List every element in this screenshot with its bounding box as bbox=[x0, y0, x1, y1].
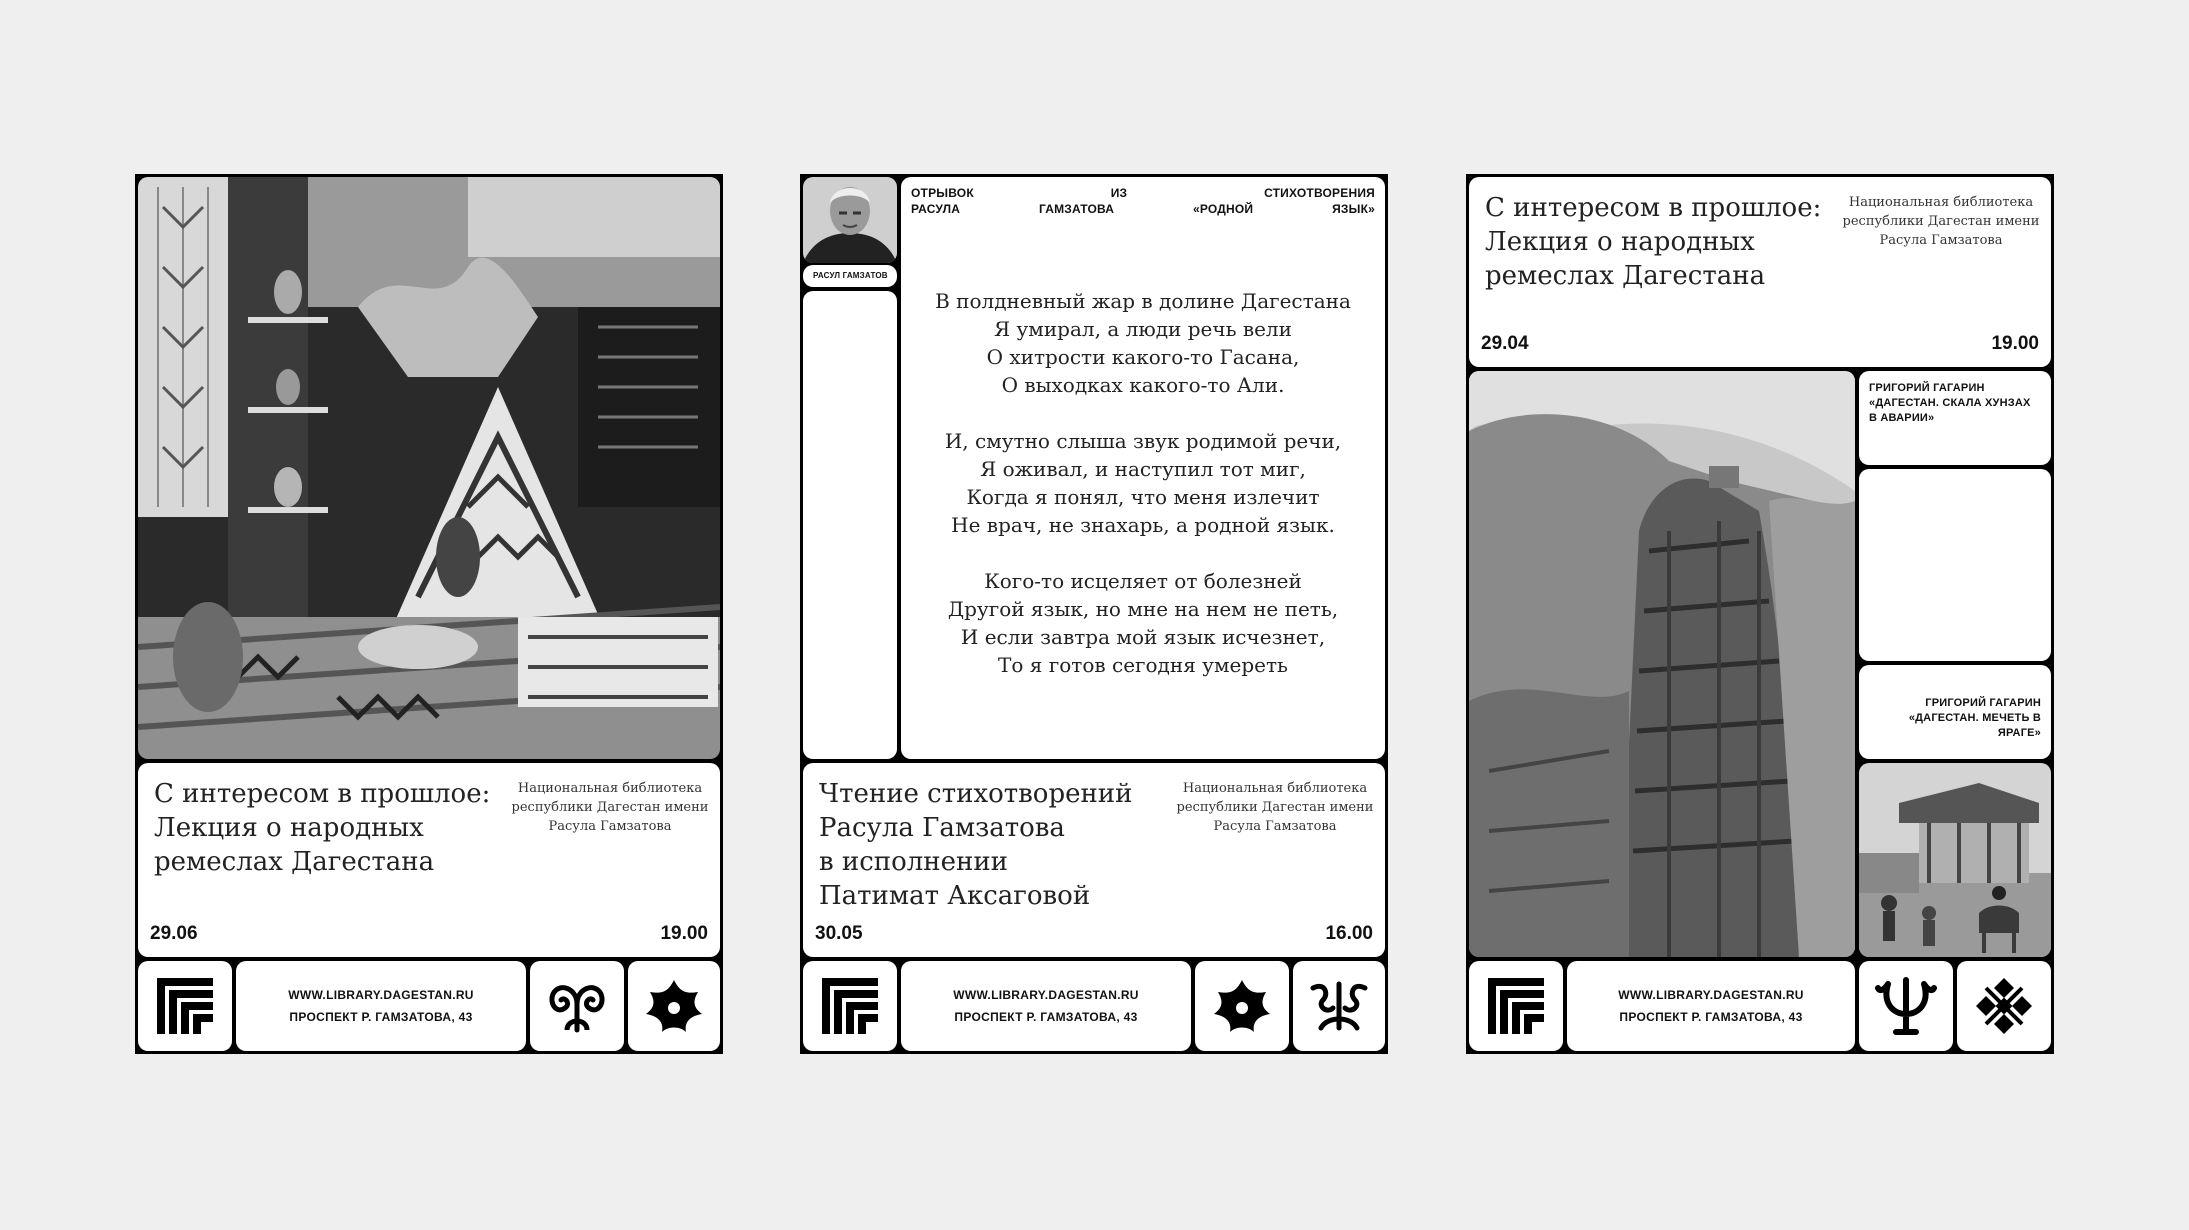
ornament-tile bbox=[530, 961, 624, 1051]
poem-line: О хитрости какого-то Гасана, bbox=[986, 345, 1300, 369]
poem-stanza bbox=[901, 287, 1385, 399]
ornament-tile bbox=[1195, 961, 1289, 1051]
poem-line: О выходках какого-то Али. bbox=[1001, 373, 1285, 397]
poem-line: То я готов сегодня умереть bbox=[998, 653, 1288, 677]
header-word: «РОДНОЙ bbox=[1192, 202, 1254, 216]
caption-line: ГРИГОРИЙ ГАГАРИН bbox=[1925, 697, 2041, 709]
title-line: в исполнении bbox=[819, 847, 1008, 877]
address-text: ПРОСПЕКТ Р. ГАМЗАТОВА, 43 bbox=[954, 1010, 1138, 1024]
ornament-tile bbox=[1293, 961, 1385, 1051]
event-title bbox=[819, 777, 1132, 913]
event-time: 16.00 bbox=[1325, 923, 1373, 944]
title-line: Лекция о народных bbox=[1485, 227, 1755, 257]
library-name bbox=[1841, 193, 2041, 250]
library-logo-tile bbox=[1469, 961, 1563, 1051]
header-word: ОТРЫВОК bbox=[911, 186, 974, 200]
title-line: Расула Гамзатова bbox=[819, 813, 1065, 843]
caption-line: «ДАГЕСТАН. МЕЧЕТЬ В ЯРАГЕ» bbox=[1908, 712, 2041, 739]
poem-line: В полдневный жар в долине Дагестана bbox=[935, 289, 1351, 313]
portrait-rasul-gamzatov bbox=[803, 177, 897, 263]
poem-stanza bbox=[901, 567, 1385, 679]
library-logo-icon bbox=[153, 974, 217, 1038]
library-line: Национальная библиотека bbox=[1182, 781, 1368, 796]
poem-line: И если завтра мой язык исчезнет, bbox=[960, 625, 1326, 649]
ornament-flower-icon bbox=[642, 974, 706, 1038]
library-line: Национальная библиотека bbox=[1848, 195, 2034, 210]
contact-panel bbox=[901, 961, 1191, 1051]
ornament-trident-icon bbox=[1874, 974, 1938, 1038]
ornament-tile bbox=[1957, 961, 2051, 1051]
poster-crafts-lecture-april bbox=[1466, 174, 2054, 1054]
title-line: Лекция о народных bbox=[154, 813, 424, 843]
painting-caption-khunzakh bbox=[1859, 371, 2051, 465]
header-word: ЯЗЫК» bbox=[1332, 202, 1375, 216]
library-logo-icon bbox=[818, 974, 882, 1038]
event-time: 19.00 bbox=[1991, 333, 2039, 354]
poem-panel bbox=[901, 177, 1385, 759]
library-name bbox=[510, 779, 710, 836]
ornament-flower-icon bbox=[1210, 974, 1274, 1038]
poem-line: И, смутно слыша звук родимой речи, bbox=[944, 429, 1342, 453]
address-text: ПРОСПЕКТ Р. ГАМЗАТОВА, 43 bbox=[289, 1010, 473, 1024]
library-line: республики Дагестан имени bbox=[1842, 214, 2040, 229]
contact-panel bbox=[1567, 961, 1855, 1051]
ornament-knot-icon bbox=[1972, 974, 2036, 1038]
ornament-tile bbox=[628, 961, 720, 1051]
title-line: Патимат Аксаговой bbox=[819, 881, 1091, 911]
library-logo-icon bbox=[1484, 974, 1548, 1038]
ornament-tile bbox=[1859, 961, 1953, 1051]
title-line: Чтение стихотворений bbox=[819, 779, 1133, 809]
title-line: С интересом в прошлое: bbox=[154, 779, 491, 809]
event-date: 29.06 bbox=[150, 923, 198, 944]
header-word: РАСУЛА bbox=[911, 202, 961, 216]
library-logo-tile bbox=[138, 961, 232, 1051]
poem-line: Кого-то исцеляет от болезней bbox=[984, 569, 1302, 593]
poem-line: Я оживал, и наступил тот миг, bbox=[980, 457, 1306, 481]
event-info-panel bbox=[138, 763, 720, 957]
library-line: Расула Гамзатова bbox=[1213, 819, 1337, 834]
library-line: республики Дагестан имени bbox=[511, 800, 709, 815]
header-word: ГАМЗАТОВА bbox=[1038, 202, 1115, 216]
poem-line: Не врач, не знахарь, а родной язык. bbox=[951, 513, 1335, 537]
poem-line: Когда я понял, что меня излечит bbox=[966, 485, 1320, 509]
event-info-panel bbox=[1469, 177, 2051, 367]
poem-header-row1 bbox=[911, 185, 1375, 201]
event-title bbox=[1485, 191, 1821, 293]
title-line: ремеслах Дагестана bbox=[1485, 261, 1766, 291]
header-word: СТИХОТВОРЕНИЯ bbox=[1264, 186, 1375, 200]
painting-caption-yarag bbox=[1859, 665, 2051, 759]
poster-crafts-lecture-june bbox=[135, 174, 723, 1054]
caption-line: В АВАРИИ» bbox=[1869, 412, 1935, 424]
poem-header-row2 bbox=[911, 201, 1375, 217]
caption-line: ГРИГОРИЙ ГАГАРИН bbox=[1869, 382, 1985, 394]
poem-text bbox=[901, 177, 1385, 679]
address-text: ПРОСПЕКТ Р. ГАМЗАТОВА, 43 bbox=[1619, 1010, 1803, 1024]
poem-line: Я умирал, а люди речь вели bbox=[994, 317, 1292, 341]
painting-yarag-mosque bbox=[1859, 763, 2051, 957]
portrait-caption: РАСУЛ ГАМЗАТОВ bbox=[803, 265, 897, 287]
library-line: Расула Гамзатова bbox=[1879, 233, 2003, 248]
header-word: ИЗ bbox=[1110, 186, 1128, 200]
poem-line: Другой язык, но мне на нем не петь, bbox=[947, 597, 1339, 621]
library-logo-tile bbox=[803, 961, 897, 1051]
photo-museum-crafts-exhibit bbox=[138, 177, 720, 759]
website-link[interactable]: WWW.LIBRARY.DAGESTAN.RU bbox=[953, 988, 1139, 1002]
poem-stanza bbox=[901, 427, 1385, 539]
blank-side-panel bbox=[803, 291, 897, 759]
title-line: ремеслах Дагестана bbox=[154, 847, 435, 877]
library-line: республики Дагестан имени bbox=[1176, 800, 1374, 815]
library-line: Расула Гамзатова bbox=[548, 819, 672, 834]
website-link[interactable]: WWW.LIBRARY.DAGESTAN.RU bbox=[1618, 988, 1804, 1002]
event-title bbox=[154, 777, 490, 879]
event-info-panel bbox=[803, 763, 1385, 957]
event-date: 30.05 bbox=[815, 923, 863, 944]
website-link[interactable]: WWW.LIBRARY.DAGESTAN.RU bbox=[288, 988, 474, 1002]
library-name bbox=[1175, 779, 1375, 836]
contact-panel bbox=[236, 961, 526, 1051]
event-date: 29.04 bbox=[1481, 333, 1529, 354]
ornament-scroll-icon bbox=[1307, 974, 1371, 1038]
event-time: 19.00 bbox=[660, 923, 708, 944]
title-line: С интересом в прошлое: bbox=[1485, 193, 1822, 223]
library-line: Национальная библиотека bbox=[517, 781, 703, 796]
painting-khunzakh-cliff bbox=[1469, 371, 1855, 957]
caption-line: «ДАГЕСТАН. СКАЛА ХУНЗАХ bbox=[1869, 397, 2031, 409]
poster-poetry-reading bbox=[800, 174, 1388, 1054]
ornament-ram-horns-icon bbox=[545, 974, 609, 1038]
blank-panel bbox=[1859, 469, 2051, 661]
